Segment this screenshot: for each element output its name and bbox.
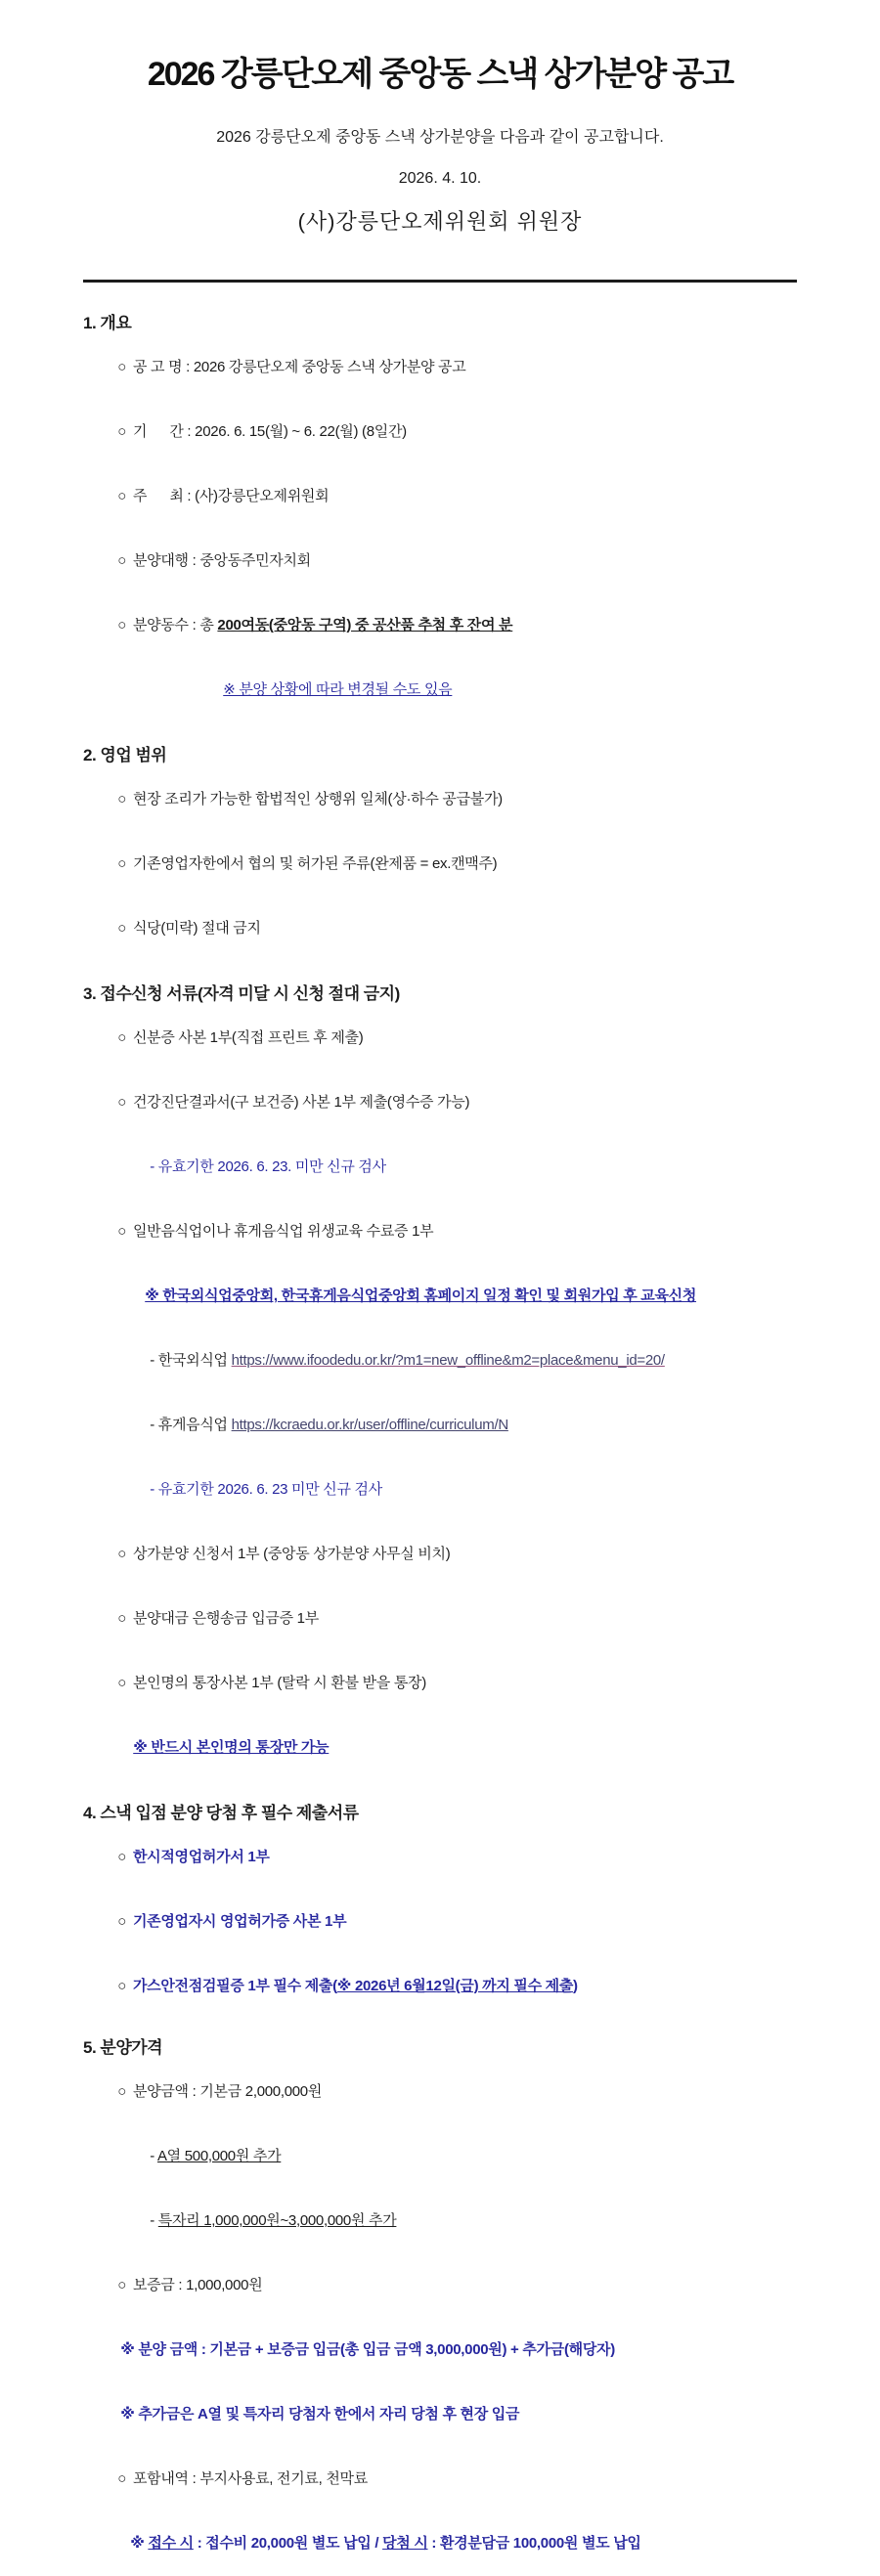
- host-text: 주 최 : (사)강릉단오제위원회: [132, 488, 330, 504]
- row-a-surcharge-text: A열 500,000원 추가: [156, 2148, 282, 2164]
- deposit-text: 보증금 : 1,000,000원: [132, 2277, 263, 2293]
- business-license-text: 기존영업자시 영업허가증 사본 1부: [132, 1913, 347, 1930]
- list-item-deposit: [83, 2253, 797, 2318]
- list-item-bankbook-copy: [83, 1651, 797, 1716]
- hygiene-cert-text: 일반음식업이나 휴게음식업 위생교육 수료증 1부: [132, 1223, 434, 1240]
- section-overview: [83, 312, 797, 722]
- id-copy-text: 신분증 사본 1부(직접 프린트 후 제출): [132, 1029, 364, 1046]
- list-item-deposit-receipt: [83, 1587, 797, 1651]
- extra-fees-note: [83, 2511, 797, 2576]
- circle-bullet-icon: ○: [117, 1675, 126, 1691]
- kcraedu-link[interactable]: https://kcraedu.or.kr/user/offline/curriculum/N: [231, 1417, 508, 1433]
- temp-permit-text: 한시적영업허가서 1부: [132, 1849, 270, 1865]
- dash-bullet-icon: -: [150, 2212, 158, 2229]
- extra-fees-on-apply: 접수 시: [148, 2535, 194, 2552]
- section-post-win-docs-heading: 4. 스낵 입점 분양 당첨 후 필수 제출서류: [83, 1804, 359, 1822]
- list-item-notice-name: [83, 335, 797, 400]
- page-title: 2026 강릉단오제 중앙동 스낵 상가분양 공고: [147, 56, 733, 93]
- circle-bullet-icon: ○: [117, 855, 126, 872]
- section-application-docs: [83, 982, 797, 1780]
- hygiene-cert-validity: [83, 1458, 797, 1522]
- kcraedu-link-line: [83, 1393, 797, 1458]
- extra-fees-on-win: 당첨 시: [382, 2535, 428, 2552]
- period-text: 기 간 : 2026. 6. 15(월) ~ 6. 22(월) (8일간): [132, 423, 407, 440]
- ifoodedu-link-line: [83, 1329, 797, 1393]
- circle-bullet-icon: ○: [117, 423, 126, 440]
- circle-bullet-icon: ○: [117, 552, 126, 569]
- circle-bullet-icon: ○: [117, 1094, 126, 1111]
- list-item-unit-count: [83, 593, 797, 658]
- list-item-restaurant-ban: [83, 896, 797, 961]
- circle-bullet-icon: ○: [117, 791, 126, 808]
- section-post-win-docs: [83, 1802, 797, 2019]
- list-item-temp-permit: [83, 1825, 797, 1890]
- dash-bullet-icon: -: [150, 2148, 157, 2164]
- circle-bullet-icon: ○: [117, 617, 126, 633]
- list-item-included-fees: [83, 2447, 797, 2511]
- ifoodedu-link-label: - 한국외식업: [150, 1352, 232, 1369]
- list-item-period: [83, 400, 797, 464]
- base-price-text: 분양금액 : 기본금 2,000,000원: [132, 2083, 323, 2100]
- list-item-host: [83, 464, 797, 529]
- surcharge-payment-note: [83, 2382, 797, 2447]
- ifoodedu-link[interactable]: https://www.ifoodedu.or.kr/?m1=new_offline&m2=place&menu_id=20/: [231, 1352, 665, 1369]
- list-item-application-form: [83, 1522, 797, 1587]
- circle-bullet-icon: ○: [117, 1029, 126, 1046]
- circle-bullet-icon: ○: [117, 1610, 126, 1627]
- restaurant-ban-text: 식당(미락) 절대 금지: [132, 920, 261, 937]
- circle-bullet-icon: ○: [117, 1849, 126, 1865]
- application-form-text: 상가분양 신청서 1부 (중앙동 상가분양 사무실 비치): [132, 1546, 451, 1562]
- section-application-docs-heading: 3. 접수신청 서류(자격 미달 시 신청 절대 금지): [83, 984, 400, 1003]
- surcharge-payment-note-text: ※ 추가금은 A열 및 특자리 당첨자 한에서 자리 당첨 후 현장 입금: [120, 2406, 520, 2423]
- bankbook-note-text: ※ 반드시 본인명의 통장만 가능: [133, 1739, 330, 1756]
- section-business-scope: [83, 744, 797, 961]
- section-overview-heading: 1. 개요: [83, 314, 132, 332]
- announcement-date: 2026. 4. 10.: [398, 170, 482, 187]
- list-item-legal-trade: [83, 767, 797, 832]
- gas-safety-deadline: ※ 2026년 6월12일(금) 까지 필수 제출: [336, 1978, 574, 1994]
- list-item-id-copy: [83, 1006, 797, 1070]
- legal-trade-text: 현장 조리가 가능한 합법적인 상행위 일체(상·하수 공급불가): [132, 791, 503, 808]
- list-item-base-price: [83, 2060, 797, 2124]
- total-payment-note-text: ※ 분양 금액 : 기본금 + 보증금 입금(총 입금 금액 3,000,000원) + 추가금(해당자): [120, 2341, 615, 2358]
- unit-count-note: [83, 658, 797, 722]
- list-item-agent: [83, 529, 797, 593]
- circle-bullet-icon: ○: [117, 920, 126, 937]
- extra-fees-win-amount: : 환경분담금 100,000원 별도 납입: [427, 2535, 641, 2552]
- section-business-scope-heading: 2. 영업 범위: [83, 746, 167, 764]
- list-item-alcohol: [83, 832, 797, 896]
- divider: [83, 280, 797, 283]
- circle-bullet-icon: ○: [117, 1978, 126, 1994]
- unit-count-emphasis: 200여동(중앙동 구역) 중 공산품 추첨 후 잔여 분: [217, 617, 513, 633]
- health-cert-validity: [83, 1135, 797, 1200]
- section-price-heading: 5. 분양가격: [83, 2038, 163, 2057]
- list-item-gas-safety-cert: [83, 1954, 797, 2019]
- agent-text: 분양대행 : 중앙동주민자치회: [132, 552, 311, 569]
- hygiene-education-note-text: ※ 한국외식업중앙회, 한국휴게음식업중앙회 홈페이지 일정 확인 및 회원가입 후 교육신청: [145, 1288, 697, 1304]
- extra-fees-note-star: ※: [130, 2535, 149, 2552]
- hygiene-education-note: [83, 1264, 797, 1329]
- circle-bullet-icon: ○: [117, 1913, 126, 1930]
- unit-count-note-text: ※ 분양 상황에 따라 변경될 수도 있음: [223, 681, 453, 698]
- special-seat-surcharge: [83, 2189, 797, 2253]
- circle-bullet-icon: ○: [117, 2470, 126, 2487]
- bankbook-copy-text: 본인명의 통장사본 1부 (탈락 시 환불 받을 통장): [132, 1675, 426, 1691]
- issuer-signature: (사)강릉단오제위원회 위원장: [297, 209, 583, 234]
- hygiene-cert-validity-text: - 유효기한 2026. 6. 23 미만 신규 검사: [150, 1481, 382, 1498]
- included-fees-text: 포함내역 : 부지사용료, 전기료, 천막료: [132, 2470, 368, 2487]
- circle-bullet-icon: ○: [117, 1223, 126, 1240]
- section-price: [83, 2036, 797, 2576]
- list-item-business-license: [83, 1890, 797, 1954]
- circle-bullet-icon: ○: [117, 1546, 126, 1562]
- deposit-receipt-text: 분양대금 은행송금 입금증 1부: [132, 1610, 319, 1627]
- list-item-health-cert: [83, 1070, 797, 1135]
- gas-safety-cert-text: 가스안전점검필증 1부 필수 제출(: [132, 1978, 337, 1994]
- special-seat-surcharge-text: 특자리 1,000,000원~3,000,000원 추가: [157, 2212, 397, 2229]
- health-cert-text: 건강진단결과서(구 보건증) 사본 1부 제출(영수증 가능): [132, 1094, 470, 1111]
- row-a-surcharge: [83, 2124, 797, 2189]
- notice-name-text: 공 고 명 : 2026 강릉단오제 중앙동 스낵 상가분양 공고: [132, 359, 466, 375]
- announcement-subtitle: 2026 강릉단오제 중앙동 스낵 상가분양을 다음과 같이 공고합니다.: [216, 129, 664, 146]
- unit-count-label: 분양동수 : 총: [132, 617, 218, 633]
- bankbook-note: [83, 1716, 797, 1780]
- kcraedu-link-label: - 휴게음식업: [150, 1417, 232, 1433]
- list-item-hygiene-cert: [83, 1200, 797, 1264]
- circle-bullet-icon: ○: [117, 359, 126, 375]
- total-payment-note: [83, 2318, 797, 2382]
- gas-safety-cert-close: ): [573, 1978, 578, 1994]
- alcohol-text: 기존영업자한에서 협의 및 허가된 주류(완제품 = ex.캔맥주): [132, 855, 498, 872]
- extra-fees-apply-amount: : 접수비 20,000원 별도 납입 /: [193, 2535, 383, 2552]
- circle-bullet-icon: ○: [117, 2277, 126, 2293]
- circle-bullet-icon: ○: [117, 2083, 126, 2100]
- health-cert-validity-text: - 유효기한 2026. 6. 23. 미만 신규 검사: [150, 1158, 386, 1175]
- circle-bullet-icon: ○: [117, 488, 126, 504]
